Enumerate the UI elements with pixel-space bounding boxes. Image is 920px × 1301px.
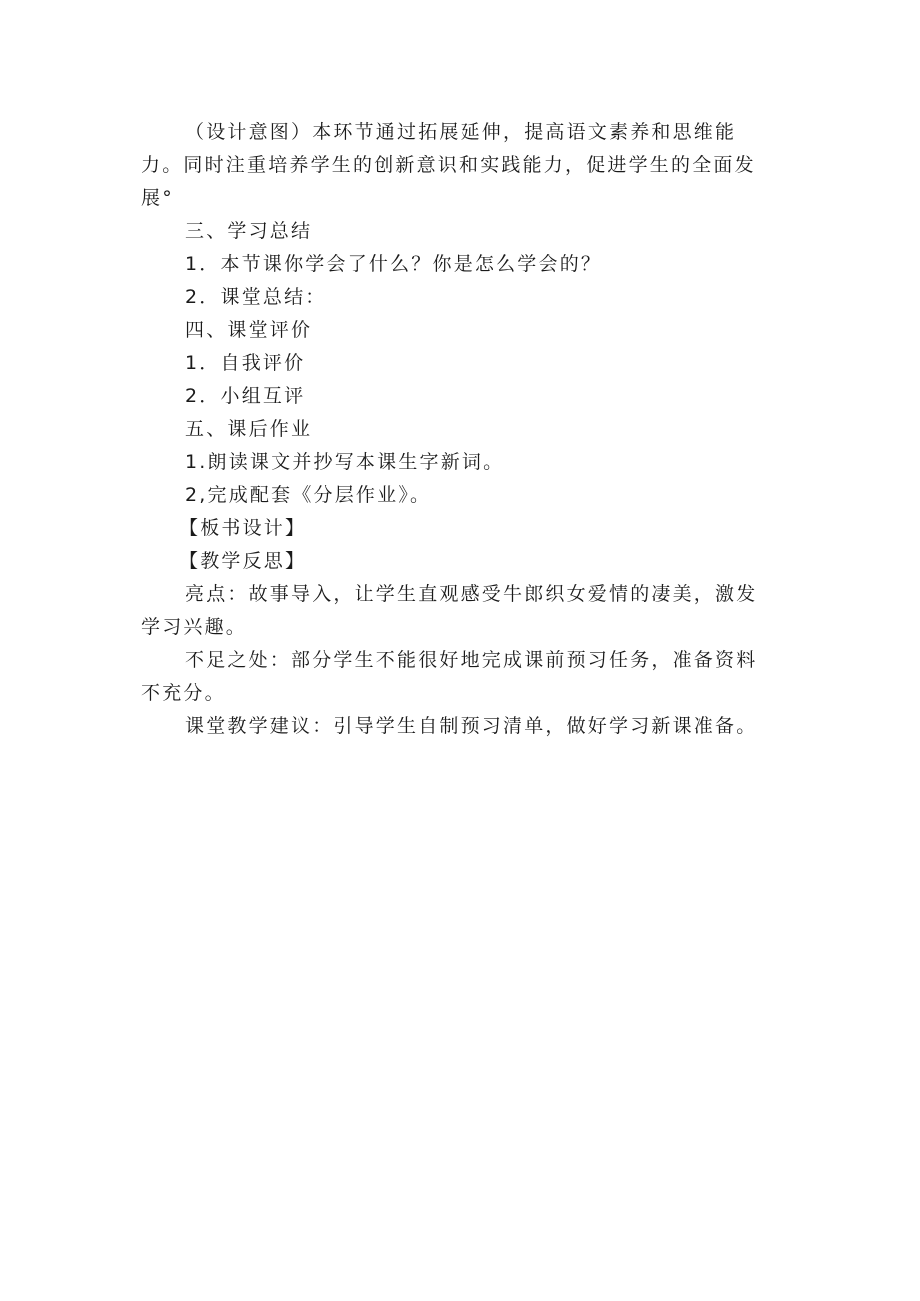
- homework-item-2: 2,完成配套《分层作业》。: [185, 484, 432, 506]
- reflection-shortcoming-paragraph: 不足之处：部分学生不能很好地完成课前预习任务，准备资料不充分。: [141, 649, 758, 704]
- reflection-highlight-paragraph: 亮点：故事导入，让学生直观感受牛郎织女爱情的凄美，激发学习兴趣。: [141, 583, 758, 638]
- section-heading-evaluation: 四、课堂评价: [185, 319, 313, 341]
- section-heading-homework: 五、课后作业: [185, 418, 313, 440]
- design-intent-paragraph: （设计意图）本环节通过拓展延伸，提高语文素养和思维能力。同时注重培养学生的创新意识和实践能力，促进学生的全面发展°: [141, 121, 756, 209]
- teaching-reflection-heading: 【教学反思】: [179, 550, 307, 572]
- reflection-suggestion-paragraph: 课堂教学建议：引导学生自制预习清单，做好学习新课准备。: [185, 715, 758, 737]
- summary-item-1: 1．本节课你学会了什么？你是怎么学会的？: [185, 253, 603, 275]
- evaluation-item-1: 1．自我评价: [185, 352, 306, 374]
- evaluation-item-2: 2．小组互评: [185, 385, 306, 407]
- section-heading-summary: 三、学习总结: [185, 220, 313, 242]
- board-design-heading: 【板书设计】: [179, 517, 307, 539]
- document-body: [141, 116, 777, 743]
- summary-item-2: 2．课堂总结：: [185, 286, 327, 308]
- homework-item-1: 1.朗读课文并抄写本课生字新词。: [185, 451, 505, 473]
